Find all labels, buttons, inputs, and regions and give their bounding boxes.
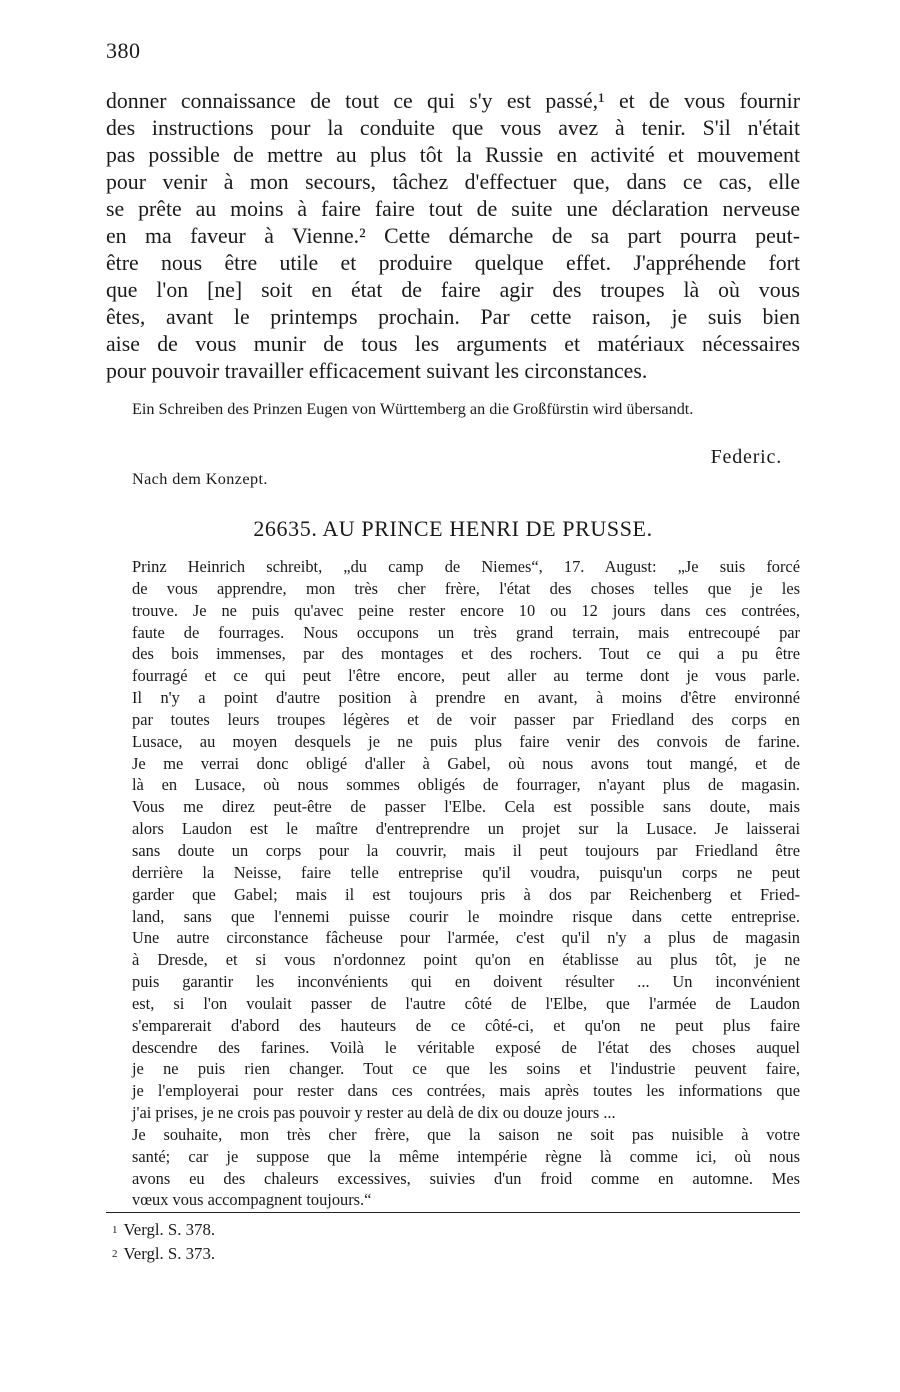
signature: Federic. [710, 446, 782, 468]
letter-line: Vous me direz peut-être de passer l'Elbe. Cela est possible sans doute, mais [132, 797, 800, 817]
letter-line: derrière la Neisse, faire telle entreprise qu'il voudra, puisqu'un corps ne peut [132, 862, 800, 882]
letter-line: Une autre circonstance fâcheuse pour l'armée, c'est qu'il n'y a plus de magasin [132, 928, 800, 948]
footnote [112, 1242, 215, 1266]
letter-paragraph [106, 1124, 800, 1211]
letter-line: j'ai prises, je ne crois pas pouvoir y rester au delà de dix ou douze jours ... [132, 1103, 616, 1123]
footnote-divider [106, 1212, 800, 1213]
text-line: en ma faveur à Vienne.² Cette démarche de sa part pourra peut- [106, 224, 800, 248]
letter-line: fourragé et ce qui peut l'être encore, peut aller au terme dont je vous parle. [132, 666, 800, 686]
letter-line: avons eu des chaleurs excessives, suivies d'un froid comme en automne. Mes [132, 1168, 800, 1188]
letter-line: faute de fourrages. Nous occupons un très grand terrain, mais entrecoupé par [132, 622, 800, 642]
text-line: êtes, avant le printemps prochain. Par cette raison, je suis bien [106, 305, 800, 329]
letter-line: garder que Gabel; mais il est toujours pris à dos par Reichenberg et Fried- [132, 884, 800, 904]
footnote-mark: 1 [112, 1224, 118, 1236]
footnotes [112, 1218, 215, 1266]
text-line: que l'on [ne] soit en état de faire agir des troupes là où vous [106, 278, 800, 302]
letter-line: je l'employerai pour rester dans ces contrées, mais après toutes les informations que [132, 1081, 800, 1101]
letter-line: trouve. Je ne puis qu'avec peine rester encore 10 ou 12 jours dans ces contrées, [132, 600, 800, 620]
letter-line: alors Laudon est le maître d'entreprendre un projet sur la Lusace. Je laisserai [132, 819, 800, 839]
letter-line: à Dresde, et si vous n'ordonnez point qu'on en établisse au plus tôt, je ne [132, 950, 800, 970]
source-note: Nach dem Konzept. [132, 470, 268, 488]
text-line: se prête au moins à faire faire tout de suite une déclaration nerveuse [106, 197, 800, 221]
text-line: être nous être utile et produire quelque effet. J'appréhende fort [106, 251, 800, 275]
letter-line: là en Lusace, où nous sommes obligés de fourrager, n'ayant plus de magasin. [132, 775, 800, 795]
footnote-text: Vergl. S. 378. [123, 1220, 216, 1239]
letter-line: Je me verrai donc obligé d'aller à Gabel, où nous avons tout mangé, et de [132, 753, 800, 773]
text-line: donner connaissance de tout ce qui s'y est passé,¹ et de vous fournir [106, 89, 800, 113]
letter-line: descendre des farines. Voilà le véritable exposé de l'état des choses auquel [132, 1037, 800, 1057]
footnote [112, 1218, 215, 1242]
footnote-text: Vergl. S. 373. [123, 1244, 216, 1263]
enclosure-note: Ein Schreiben des Prinzen Eugen von Württemberg an die Großfürstin wird übersandt. [132, 400, 694, 418]
letter-line: puis garantir les inconvénients qui en doivent résulter ... Un inconvénient [132, 972, 800, 992]
letter-line: Je souhaite, mon très cher frère, que la saison ne soit pas nuisible à votre [132, 1124, 800, 1144]
text-line: des instructions pour la conduite que vous avez à tenir. S'il n'était [106, 116, 800, 140]
letter-line: santé; car je suppose que la même intempérie règne là comme ici, où nous [132, 1146, 800, 1166]
letter-line: par toutes leurs troupes légères et de voir passer par Friedland des corps en [132, 709, 800, 729]
letter-line: Lusace, au moyen desquels je ne puis plus faire venir des convois de farine. [132, 731, 800, 751]
section-title: 26635. AU PRINCE HENRI DE PRUSSE. [253, 516, 653, 541]
letter-line: land, sans que l'ennemi puisse courir le moindre risque dans cette entreprise. [132, 906, 800, 926]
letter-excerpt [106, 556, 800, 1211]
text-line: pas possible de mettre au plus tôt la Russie en activité et mouvement [106, 143, 800, 167]
letter-line: de vous apprendre, mon très cher frère, l'état des choses telles que je les [132, 578, 800, 598]
page-number: 380 [106, 38, 141, 63]
letter-line: sans doute un corps pour la couvrir, mais il peut toujours par Friedland être [132, 840, 800, 860]
text-line: aise de vous munir de tous les arguments et matériaux nécessaires [106, 332, 800, 356]
text-line: pour pouvoir travailler efficacement suivant les circonstances. [106, 359, 648, 383]
letter-line: s'emparerait d'abord des hauteurs de ce côté-ci, et qu'on ne peut plus faire [132, 1015, 800, 1035]
letter-line: des bois immenses, par des montages et des rochers. Tout ce qui a pu être [132, 644, 800, 664]
letter-line: vœux vous accompagnent toujours.“ [132, 1190, 372, 1210]
letter-paragraph [106, 556, 800, 1124]
letter-line: Il n'y a point d'autre position à prendre en avant, à moins d'être environné [132, 688, 800, 708]
letter-line: est, si l'on voulait passer de l'autre côté de l'Elbe, que l'armée de Laudon [132, 993, 800, 1013]
text-line: pour venir à mon secours, tâchez d'effectuer que, dans ce cas, elle [106, 170, 800, 194]
footnote-mark: 2 [112, 1248, 118, 1260]
letter-line: Prinz Heinrich schreibt, „du camp de Niemes“, 17. August: „Je suis forcé [132, 557, 800, 576]
letter-line: je ne puis rien changer. Tout ce que les soins et l'industrie peuvent faire, [132, 1059, 800, 1079]
main-paragraph [106, 88, 800, 385]
